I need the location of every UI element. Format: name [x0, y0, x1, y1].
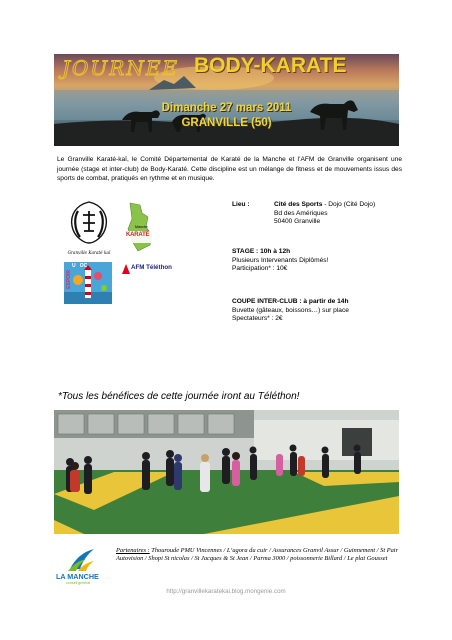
banner-script-title: JOURNEE — [62, 56, 180, 80]
karate-logo-caption: Granville Karaté kaï — [67, 250, 111, 255]
venue-postcode-city: 50400 Granville — [274, 218, 321, 226]
la-manche-name: LA MANCHE — [56, 572, 99, 581]
event-city: GRANVILLE (50) — [181, 117, 272, 129]
venue-name: Cité des Sports — [274, 201, 323, 208]
stage-line-2: Participation* : 10€ — [232, 265, 288, 273]
blog-url[interactable]: http://granvillekaratekai.blog.mongenie.com — [166, 588, 286, 595]
manche-karate-brand: KARATÉ — [126, 232, 150, 238]
afm-telethon-logo — [122, 262, 178, 276]
dojo-group-photo — [54, 410, 399, 534]
coupe-line-1: Buvette (gâteaux, boissons…) sur place — [232, 306, 349, 314]
banner-main-title: BODY-KARATE — [194, 54, 347, 77]
manche-label: Manche — [135, 225, 148, 229]
granville-karate-kai-logo — [64, 199, 114, 253]
stage-line-1: Plusieurs Intervenants Diplômés! — [232, 256, 329, 264]
espoir-label: ESPOIR — [66, 270, 72, 289]
espoir-top-label: U OC — [72, 263, 88, 269]
lieu-details — [274, 201, 414, 227]
la-manche-tagline: conseil général — [66, 581, 91, 585]
partners-list — [116, 547, 402, 563]
coupe-section — [232, 298, 412, 324]
event-date: Dimanche 27 mars 2011 — [161, 102, 292, 114]
afm-label: AFM Téléthon — [131, 264, 172, 271]
stage-section — [232, 248, 412, 274]
event-banner — [54, 54, 399, 146]
espoir-logo — [64, 262, 112, 304]
manche-karate-logo — [124, 201, 164, 253]
partners-label: Partenaires : — [116, 547, 150, 554]
venue-street: Bd des Amériques — [274, 209, 328, 217]
coupe-title: COUPE INTER-CLUB : à partir de 14h — [232, 298, 349, 305]
lieu-label: Lieu : — [232, 201, 250, 208]
la-manche-logo — [56, 547, 104, 587]
telethon-note: *Tous les bénéfices de cette journée iront au Téléthon! — [58, 391, 300, 402]
coupe-line-2: Spectateurs* : 2€ — [232, 315, 283, 323]
stage-title: STAGE : 10h à 12h — [232, 248, 291, 255]
intro-paragraph: Le Granville Karaté-kaï, le Comité Départemental de Karaté de la Manche et l’AFM de Granville organisent une journée (stage et inter-club) de Body-Karaté. Cette discipline est un mélange de fitness et de mouvements issus des sports de combat, pratiqués en rythme et en musique. — [57, 156, 402, 182]
partners-text: Thouroude PMU Vincennes / L’agora du cuir / Assurances Granvil Assur / Guinnement / St Pair Autovision / Shopi St nicolas / St Jacques & St Jean / Parma 3000 / poissonnerie Billard / Le plat Gousset — [116, 547, 399, 563]
venue-detail: - Dojo (Cité Dojo) — [322, 201, 376, 208]
